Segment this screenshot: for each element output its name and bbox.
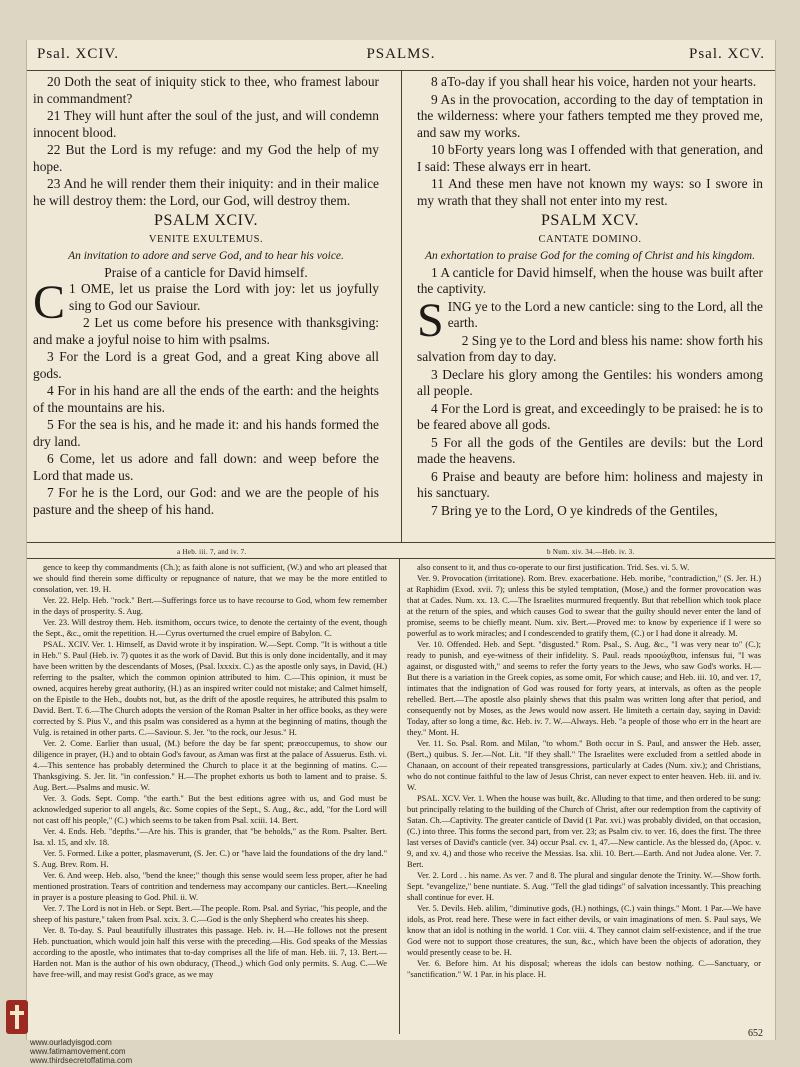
watermark-url[interactable]: www.thirdsecretoffatima.com: [30, 1056, 133, 1065]
verse: 6 Praise and beauty are before him: holiness and majesty in his sanctuary.: [417, 468, 763, 500]
psalm-title: PSALM XCIV.: [154, 212, 258, 229]
commentary-divider: [399, 558, 400, 1034]
left-commentary: [33, 562, 387, 980]
commentary-paragraph: Ver. 7. The Lord is not in Heb. or Sept. Bert.—The people. Rom. Psal. and Syriac, "his people, and the sheep of his pasture," taken from Psal. xcix. 3. C.—God is the only Shepherd who creates his sheep.: [33, 904, 387, 924]
verse: 22 But the Lord is my refuge: and my God the help of my hope.: [33, 142, 379, 174]
verse: 9 As in the provocation, according to the day of temptation in the wilderness: where your fathers tempted me they proved me, and saw my works.: [417, 91, 763, 140]
footnote-rule: [27, 542, 775, 543]
psalm-inscription: Praise of a canticle for David himself.: [104, 264, 308, 280]
commentary-paragraph: Ver. 22. Help. Heb. "rock." Bert.—Sufferings force us to have recourse to God, whom few remember in the days of prosperity. S. Aug.: [33, 596, 387, 616]
first-verse-text: ING ye to the Lord a new canticle: sing to the Lord, all the earth.: [447, 298, 763, 330]
crucifix-seal-icon: [6, 1000, 28, 1034]
first-verse-text: OME, let us praise the Lord with joy: let us joyfully sing to God our Saviour.: [69, 281, 379, 313]
commentary-paragraph: gence to keep thy commandments (Ch.); as faith alone is not sufficient, (W.) and who art pleased that we should find therein some difficulty or repugnance of nature, that we may be the more entitled to consolation, ver. 19. H.: [33, 563, 387, 594]
footnote-left: a Heb. iii. 7, and iv. 7.: [177, 548, 247, 556]
verse: 6 Come, let us adore and fall down: and weep before the Lord that made us.: [33, 451, 379, 483]
verse: 4 For the Lord is great, and exceedingly to be praised: he is to be feared above all gods.: [417, 400, 763, 432]
right-scripture-column: [417, 74, 763, 520]
drop-cap: C: [33, 276, 66, 329]
verse: 1 A canticle for David himself, when the house was built after the captivity.: [417, 264, 763, 296]
commentary-rule: [27, 558, 775, 559]
bible-page: [26, 40, 776, 1040]
commentary-paragraph: PSAL. XCIV. Ver. 1. Himself, as David wrote it by inspiration. W.—Sept. Comp. "It is without a title in Heb." S. Paul (Heb. iv. 7) quotes it as the work of David. But this is only done incidentally, and it may have been written by the descendants of Moses, (Psal. lxxxix. C.) as the apostle only says, in David, (H.) referring to the psalter, which the common opinion attributed to him. C.—This opinion, it must be owned, acquires hereby great authority, (H.) as an inspired writer could not mistake; and Calmet himself, on the Epistle to the Heb., doubts not, but, as the drift of the apostle requires, he attributed this psalm to David. Bert. T. 6.—The Church adopts the version of the Roman Psalter in her office books, as they were corrected by S. Pius V., and this psalm was considered as a hymn at the beginning of matins, though the Vulg. is retained in other parts. C.—Saviour. S. Jer. "to the rock, our Jesus." H.: [33, 640, 387, 737]
verse: 5 For all the gods of the Gentiles are devils: but the Lord made the heavens.: [417, 434, 763, 466]
psalm-title: PSALM XCV.: [540, 212, 640, 229]
verse-number: 1: [69, 281, 76, 296]
commentary-paragraph: Ver. 9. Provocation (irritatione). Rom. Brev. exacerbatione. Heb. moribe, "contradiction," (S. Jer. H.) at Raphidim (Exod. xvii. 7); unless this be styled temptation, (Mose,) and the former provocation was that at Cades. Num. xx. 13. C.—The Israelites murmured frequently. But that rebellion which took place at the return of the spies, and which causes God to swear that the guilty should never enter the land of promise, seems to be chiefly meant. Num. xiv. Bert.—Proved me: to know by experience if I were so powerful as to work miracles; and I condescended to gratify them, (C.) or I had done it already. M.: [407, 574, 761, 638]
header-left: Psal. XCIV.: [37, 46, 119, 62]
column-divider: [401, 70, 402, 542]
header-right: Psal. XCV.: [689, 46, 765, 62]
verse: 8 aTo-day if you shall hear his voice, harden not your hearts.: [431, 74, 757, 89]
drop-cap: S: [417, 293, 444, 347]
commentary-paragraph: Ver. 3. Gods. Sept. Comp. "the earth." But the best editions agree with us, and God must be acknowledged superior to all angels, &c. Some copies of the Sept., S. Aug., &c., add, "for the Lord will not cast off his people," (C.) which seems to be taken from Psal. xciii. 14. Bert.: [33, 794, 387, 825]
commentary-paragraph: Ver. 4. Ends. Heb. "depths."—Are his. This is grander, that "be beholds," as the Rom. Psalter. Bert. Isa. xl. 15, and xlv. 18.: [33, 827, 387, 847]
commentary-paragraph: Ver. 2. Come. Earlier than usual, (M.) before the day be far spent; præoccupemus, to show our diligence in prayer, (H.) and to obtain God's favour, as Aman was first at the palace of Assuerus. Esth. vi. 4.—This sentence has probably determined the Church to place it at the beginning of matins. C.—Thanksgiving. S. Jer. lit. "in confession." H.—The prophet exhorts us both to lament and to praise. S. Aug. Bert.—Psalms and music. W.: [33, 739, 387, 792]
psalm-argument: An invitation to adore and serve God, and to hear his voice.: [68, 250, 344, 262]
commentary-paragraph: Ver. 5. Devils. Heb. alilim, "diminutive gods, (H.) nothings, (C.) vain things." Mont. 1 Par.—We have idols, as Prot. read here. These were in fact either devils, or vain imaginations of men. S. Paul says, We know that an idol is nothing in the world. 1 Cor. viii. 4. They cannot claim self-existence, and if the true God were not to support those creatures, the sun, &c., which have been the objects of adoration, they would presently cease to be. H.: [407, 904, 761, 957]
footnote-right: b Num. xiv. 34.—Heb. iv. 3.: [547, 548, 635, 556]
commentary-paragraph: Ver. 6. Before him. At his disposal; whereas the idols can bestow nothing. C.—Sanctuary, or "sanctification." W. 1 Par. in his place. H.: [407, 959, 761, 979]
commentary-paragraph: also consent to it, and thus co-operate to our first justification. Trid. Ses. vi. 5. W.: [417, 563, 690, 572]
commentary-paragraph: Ver. 11. So. Psal. Rom. and Milan, "to whom." Both occur in S. Paul, and answer the Heb. asser, (Bert.,) quibus. S. Jer.—Not. Lit. "If they shall." The Israelites were excluded from a settled abode in Chanaan, on account of their repeated transgressions, particularly at Cades (Num. xiv.); and Christians, who do not continue faithful to the law of Jesus Christ, can never expect to enter heaven. Heb. iii. and iv. W.: [407, 739, 761, 792]
page-number: 652: [748, 1028, 763, 1039]
commentary-paragraph: Ver. 6. And weep. Heb. also, "bend the knee;" though this sense would seem less proper, after he had mentioned prostration. Tears of contrition and tenderness may accompany our canticles. Bert.—Kneeling in prayer is a posture pleasing to God. Phil. ii. W.: [33, 871, 387, 902]
first-verse: [417, 293, 763, 347]
verse: 4 For in his hand are all the ends of the earth: and the heights of the mountains are his.: [33, 383, 379, 415]
verse: 2 Sing ye to the Lord and bless his name: show forth his salvation from day to day.: [417, 332, 763, 364]
header-center: PSALMS.: [366, 46, 436, 62]
verse: 23 And he will render them their iniquity: and in their malice he will destroy them: the Lord, our God, will destroy them.: [33, 176, 379, 208]
running-header: [27, 46, 775, 68]
verse: 3 Declare his glory among the Gentiles: his wonders among all people.: [417, 366, 763, 398]
commentary-paragraph: Ver. 8. To-day. S. Paul beautifully illustrates this passage. Heb. iv. H.—He follows not the present Heb. punctuation, which would join half this verse with the preceding.—His. God speaks of the Messias according to the apostle, who intimates that to-day comprises all the life of man. Heb. iii. 7, 13. Bert.—Harden not. Man is the author of his own obduracy, (Theod.,) which God only permits. S. Aug. C.—We have free-will, and may resist God's grace, as we may: [33, 926, 387, 979]
verse: 7 Bring ye to the Lord, O ye kindreds of the Gentiles,: [431, 502, 718, 518]
psalm-argument: An exhortation to praise God for the coming of Christ and his kingdom.: [425, 250, 755, 262]
verse: 5 For the sea is his, and he made it: and his hands formed the dry land.: [33, 417, 379, 449]
watermark-url[interactable]: www.fatimamovement.com: [30, 1047, 126, 1056]
psalm-subtitle: CANTATE DOMINO.: [538, 233, 642, 245]
verse: 11 And these men have not known my ways: so I swore in my wrath that they shall not enter into my rest.: [417, 176, 763, 208]
right-commentary: [407, 562, 761, 980]
commentary-paragraph: PSAL. XCV. Ver. 1. When the house was built, &c. Alluding to that time, and then ordered to be sung: but principally relating to the building of the Church of Christ, after our redemption from the captivity of Satan. Ch.—Captivity. The greater canticle of David (1 Par. xvi.) was probably divided, on that occasion, (C.) into three. This forms the second part, from ver. 23; as Psalm civ. to ver. 16, does the first. The three last verses of David's canticle (ver. 34) occur Psal. cv. 1, 47.—New canticle. As the blessed do, (Apoc. v. 9, and xv. 4,) and those who receive the Messias. Isa. xlii. 10. Bert.—Earth. And not Judea alone. Ver. 7. Bert.: [407, 794, 761, 869]
verse: 2 Let us come before his presence with thanksgiving: and make a joyful noise to him with psalms.: [33, 315, 379, 347]
verse: 21 They will hunt after the soul of the just, and will condemn innocent blood.: [33, 108, 379, 140]
verse: 20 Doth the seat of iniquity stick to thee, who framest labour in commandment?: [33, 74, 379, 106]
verse: 3 For the Lord is a great God, and a great King above all gods.: [33, 349, 379, 381]
verse: 7 For he is the Lord, our God: and we are the people of his pasture and the sheep of his hand.: [33, 485, 379, 517]
psalm-subtitle: VENITE EXULTEMUS.: [148, 233, 264, 245]
commentary-paragraph: Ver. 10. Offended. Heb. and Sept. "disgusted." Rom. Psal., S. Aug. &c., "I was very near to" (C.); ready to punish, and eye-witness of their infidelity. S. Paul. reads προσώχθισα, infensus fui, "I was against, or disgusted with," and seems to refer the forty years to the Jews, who saw God's works. H.—But there is a variation in the Greek copies, as some omit, For which cause; and Heb. iii. 10, and ver. 17, intimates that the indignation of God was roused for forty years, at intervals, as often as the people rebelled. Bert.—The apostle also plainly shews that this psalm was written long after that period, and consequently not by Moses, as the Jews would now assert. He limiteth a certain day, saying in David: Today, after so long a time, &c. Heb. iv. 7. W.—Always. Heb. "a people of those who err in the heart are they." Mont. H.: [407, 640, 761, 737]
commentary-paragraph: Ver. 23. Will destroy them. Heb. itsmithom, occurs twice, to denote the certainty of the event, though the Sept., &c., omit the repetition. H.—Cyrus overturned the cruel empire of Babylon. C.: [33, 618, 387, 638]
watermark-url[interactable]: www.ourladyisgod.com: [30, 1038, 112, 1047]
commentary-paragraph: Ver. 5. Formed. Like a potter, plasmaverunt, (S. Jer. C.) or "have laid the foundations of the dry land." S. Aug. Brev. Rom. H.: [33, 849, 387, 869]
verse: 10 bForty years long was I offended with that generation, and I said: These always err in heart.: [417, 142, 763, 174]
first-verse: [33, 276, 379, 329]
left-scripture-column: [33, 74, 379, 519]
commentary-paragraph: Ver. 2. Lord . . his name. As ver. 7 and 8. The plural and singular denote the Trinity. W.—Show forth. Sept. "evangelize," bene nuntiate. S. Aug. "Tell the glad tidings" of salvation incessantly. This preaching shall continue for ever. H.: [407, 871, 761, 902]
